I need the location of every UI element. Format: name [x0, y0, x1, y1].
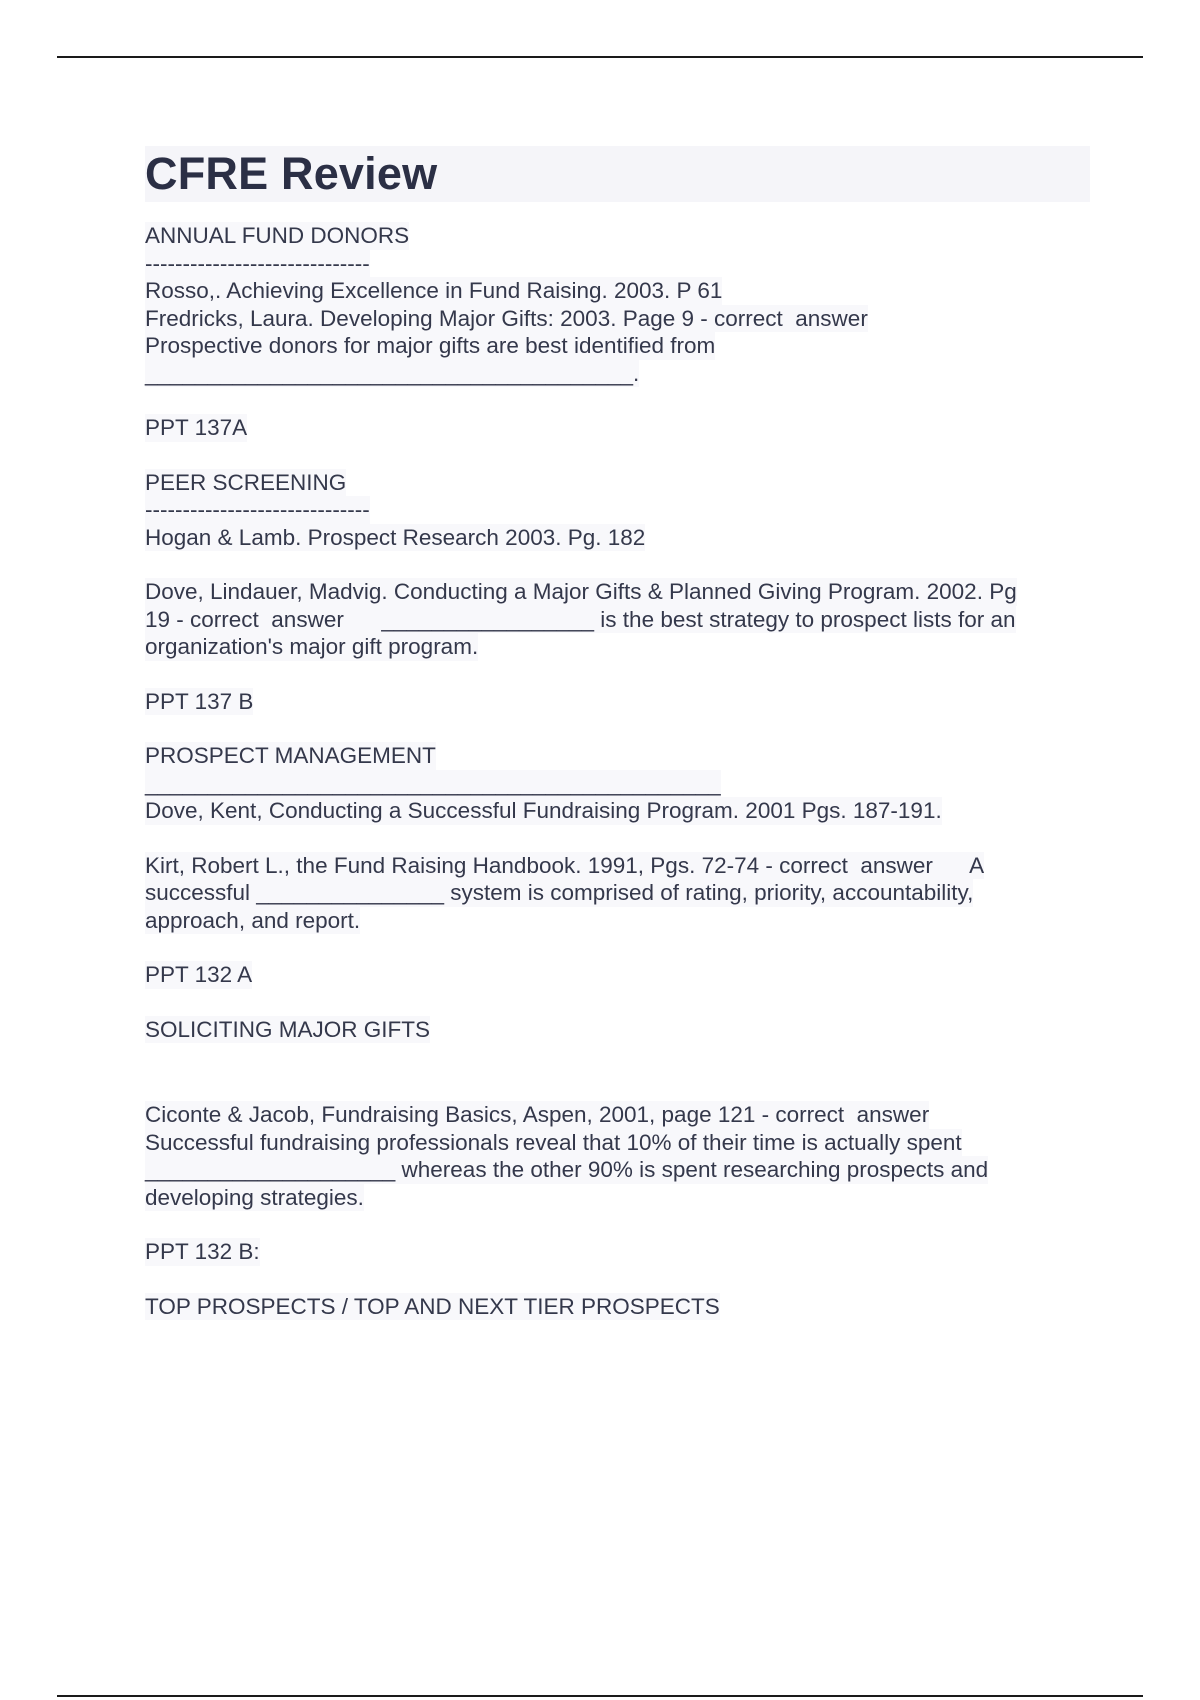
- text-block: [145, 222, 1090, 277]
- text-line: Successful fundraising professionals reveal that 10% of their time is actually spent: [145, 1129, 962, 1155]
- text-line: ------------------------------: [145, 250, 370, 276]
- text-line: ANNUAL FUND DONORS: [145, 223, 410, 248]
- text-block: [145, 277, 1090, 387]
- text-block: [145, 469, 1090, 524]
- text-line: Fredricks, Laura. Developing Major Gifts: 2003. Page 9 - correct answer: [145, 305, 868, 331]
- document-body: [145, 146, 1090, 1347]
- text-line: PPT 137 B: [145, 688, 254, 714]
- text-block: [145, 961, 1090, 989]
- text-blocks: [145, 222, 1090, 1320]
- text-block: [145, 797, 1090, 825]
- text-line: ____________________ whereas the other 90% is spent researching prospects and: [145, 1157, 989, 1182]
- text-block: [145, 1101, 1090, 1211]
- text-line: SOLICITING MAJOR GIFTS: [145, 1016, 431, 1042]
- footer-rule: [57, 1695, 1143, 1697]
- text-block: [145, 1293, 1090, 1321]
- text-line: developing strategies.: [145, 1184, 364, 1210]
- text-line: 19 - correct answer _________________ is the best strategy to prospect lists for an: [145, 606, 1016, 632]
- text-line: Dove, Kent, Conducting a Successful Fundraising Program. 2001 Pgs. 187-191.: [145, 798, 942, 823]
- text-line: _______________________________________.: [145, 360, 640, 386]
- text-line: ______________________________________________: [145, 770, 721, 796]
- text-block: [145, 1016, 1090, 1044]
- text-line: PPT 137A: [145, 415, 248, 440]
- text-line: TOP PROSPECTS / TOP AND NEXT TIER PROSPECTS: [145, 1293, 720, 1319]
- title-bar: [145, 146, 1090, 202]
- text-line: PEER SCREENING: [145, 469, 347, 495]
- page-title: CFRE Review: [145, 148, 438, 199]
- text-block: [145, 852, 1090, 935]
- text-line: PPT 132 A: [145, 962, 253, 987]
- text-block: [145, 1238, 1090, 1266]
- text-line: Dove, Lindauer, Madvig. Conducting a Major Gifts & Planned Giving Program. 2002. Pg: [145, 579, 1017, 604]
- text-line: ------------------------------: [145, 497, 370, 522]
- text-line: successful _______________ system is comprised of rating, priority, accountability,: [145, 880, 974, 905]
- text-block: [145, 524, 1090, 552]
- text-line: approach, and report.: [145, 907, 361, 933]
- text-block: [145, 414, 1090, 442]
- text-line: Ciconte & Jacob, Fundraising Basics, Aspen, 2001, page 121 - correct answer: [145, 1102, 930, 1127]
- text-line: Kirt, Robert L., the Fund Raising Handbook. 1991, Pgs. 72-74 - correct answer A: [145, 852, 985, 878]
- text-line: organization's major gift program.: [145, 634, 479, 659]
- text-line: Prospective donors for major gifts are best identified from: [145, 333, 716, 358]
- header-rule: [57, 56, 1143, 58]
- text-block: [145, 688, 1090, 716]
- text-line: Hogan & Lamb. Prospect Research 2003. Pg. 182: [145, 524, 646, 550]
- text-line: Rosso,. Achieving Excellence in Fund Raising. 2003. P 61: [145, 278, 723, 303]
- text-block: [145, 578, 1090, 661]
- text-line: PPT 132 B:: [145, 1239, 260, 1264]
- text-line: PROSPECT MANAGEMENT: [145, 743, 436, 768]
- text-block: [145, 742, 1090, 797]
